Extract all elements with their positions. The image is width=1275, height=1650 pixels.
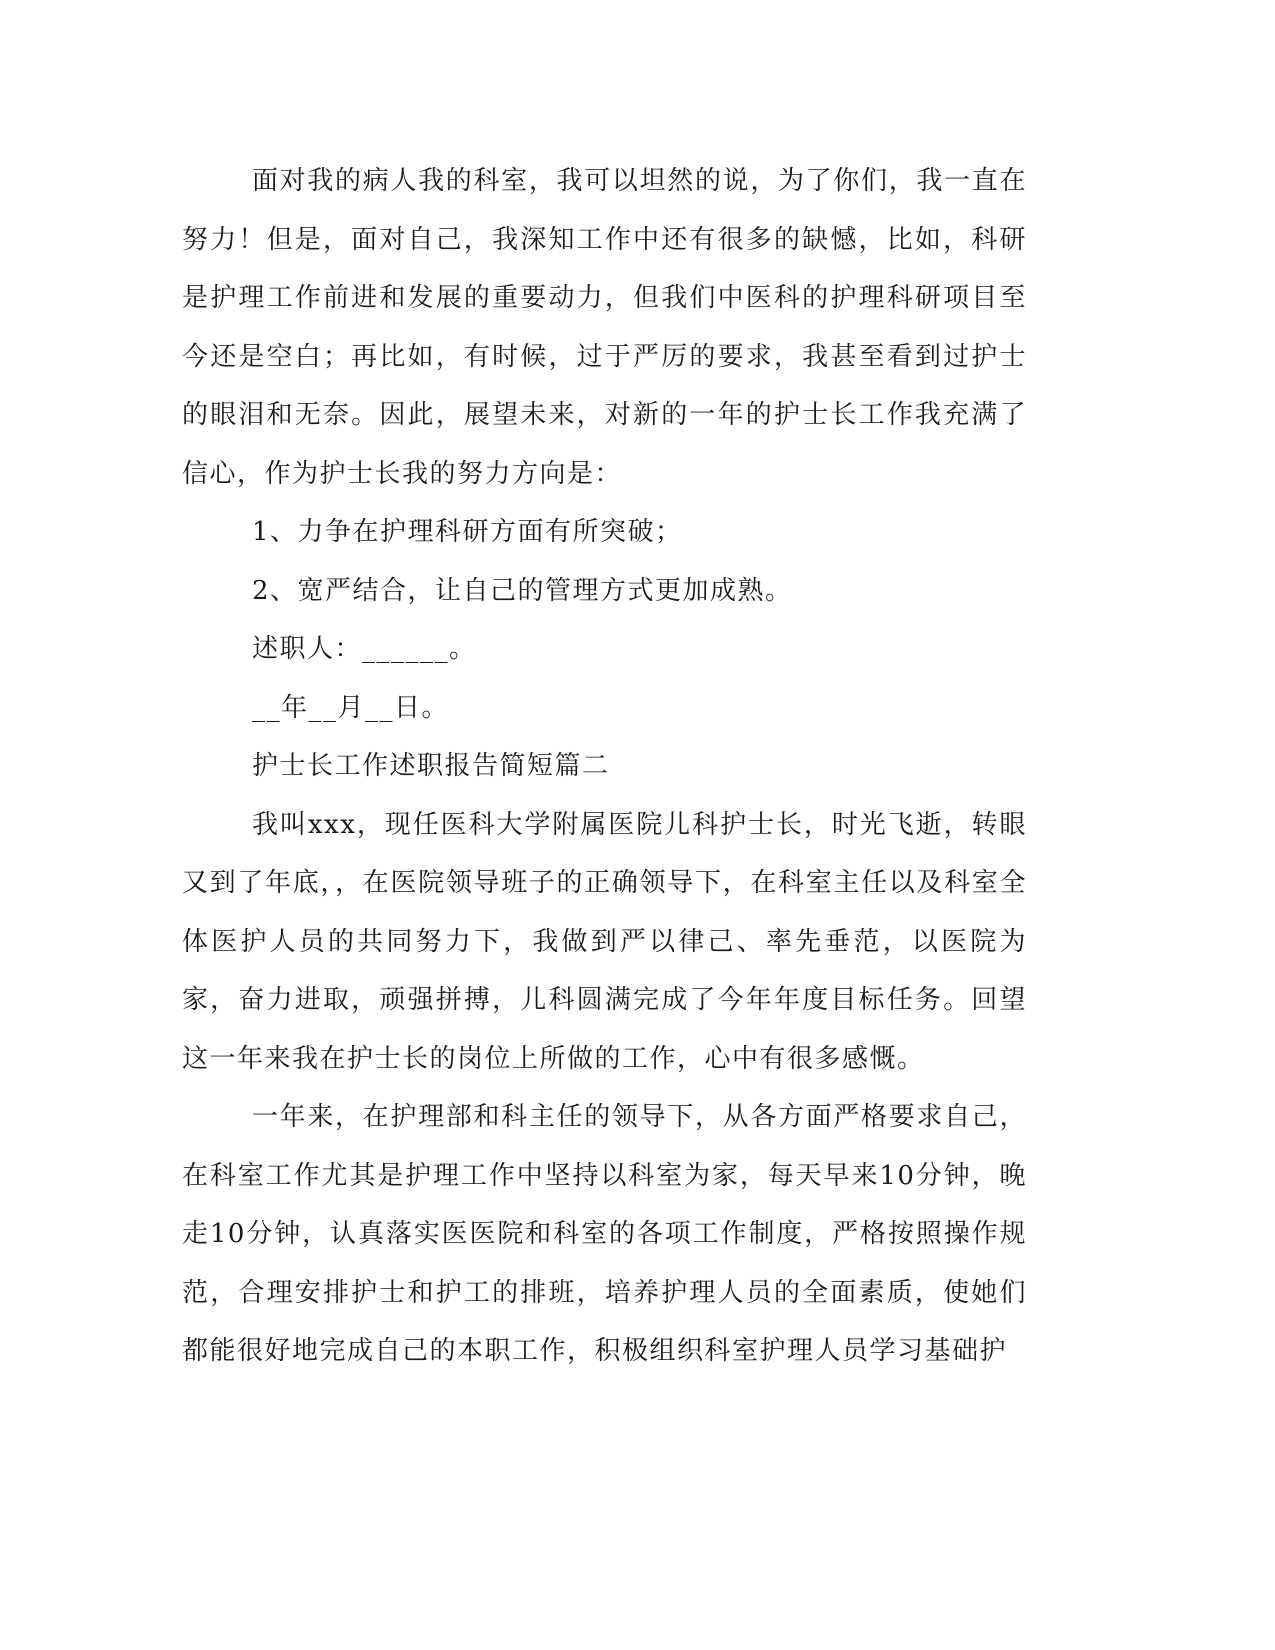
date-line: __年__月__日。 — [252, 692, 450, 723]
list-item-research-goal: 1、力争在护理科研方面有所突破； — [252, 517, 683, 547]
signature-line: 述职人：______。 — [252, 634, 477, 664]
paragraph-effort-reflection: 面对我的病人我的科室，我可以坦然的说，为了你们，我一直在努力！但是，面对自己，我深知工作中还有很多的缺憾，比如，科研是护理工作前进和发展的重要动力，但我们中医科的护理科研项目至今还是空白；再比如，有时候，过于严厉的要求，我甚至看到过护士的眼泪和无奈。因此，展望未来，对新的一年的护士长工作我充满了信心，作为护士长我的努力方向是： — [182, 166, 1027, 489]
section-heading: 护士长工作述职报告简短篇二 — [252, 751, 610, 781]
document-page — [182, 152, 1027, 1381]
list-item-management-goal: 2、宽严结合，让自己的管理方式更加成熟。 — [252, 575, 793, 606]
paragraph-introduction: 我叫xxx，现任医科大学附属医院儿科护士长，时光飞逝，转眼又到了年底，，在医院领导班子的正确领导下，在科室主任以及科室全体医护人员的共同努力下，我做到严以律己、率先垂范，以医院为家，奋力进取，顽强拼搏，儿科圆满完成了今年年度目标任务。回望这一年来我在护士长的岗位上所做的工作，心中有很多感慨。 — [182, 809, 1027, 1074]
paragraph-year-review: 一年来，在护理部和科主任的领导下，从各方面严格要求自己，在科室工作尤其是护理工作中坚持以科室为家，每天早来10分钟，晚走10分钟，认真落实医医院和科室的各项工作制度，严格按照操作规范，合理安排护士和护工的排班，培养护理人员的全面素质，使她们都能很好地完成自己的本职工作，积极组织科室护理人员学习基础护 — [182, 1102, 1027, 1366]
